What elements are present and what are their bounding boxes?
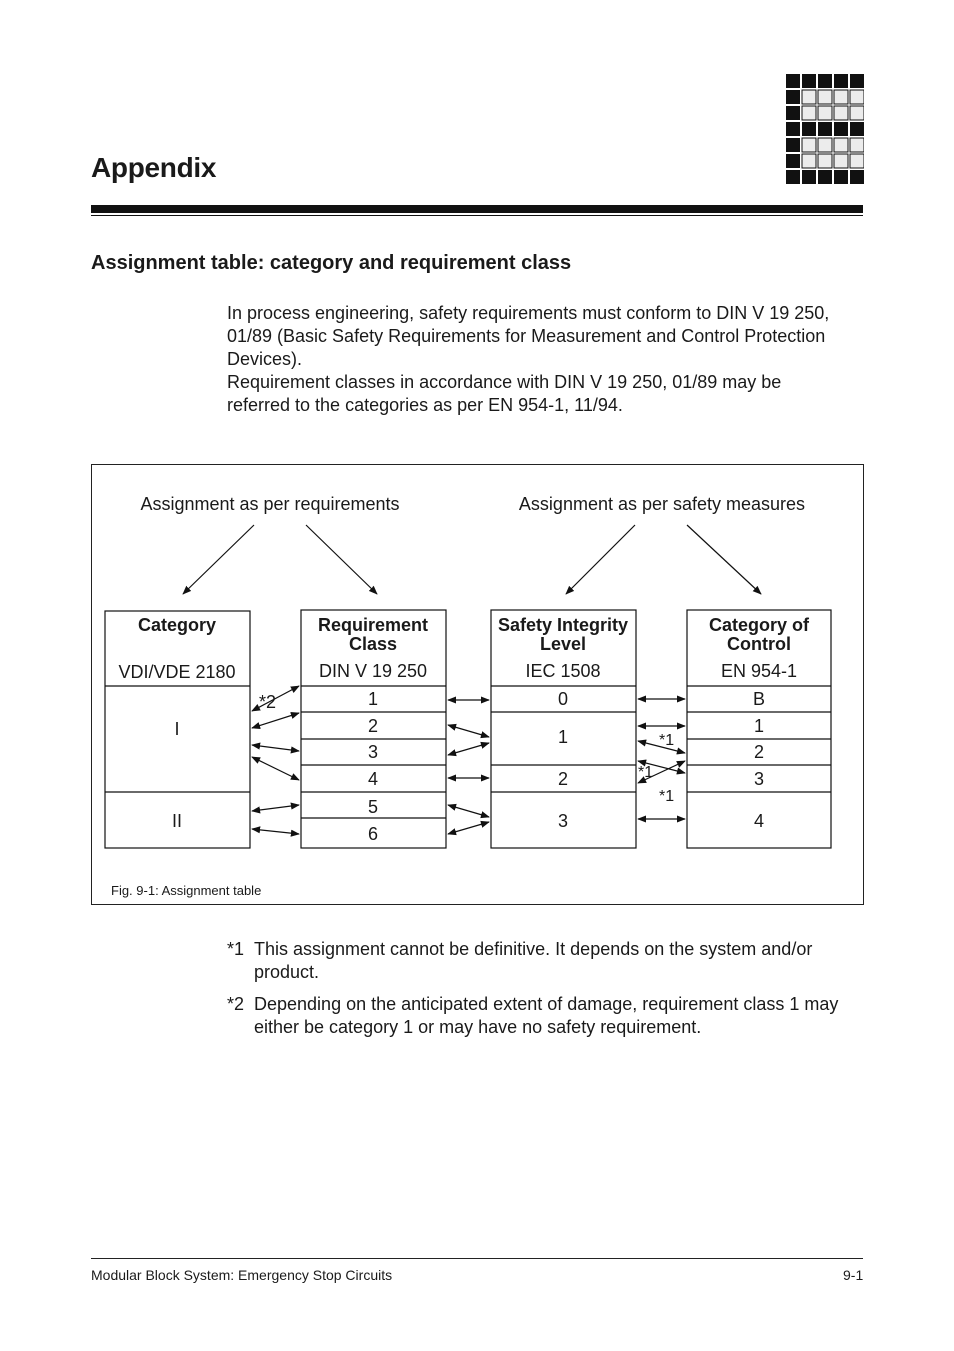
logo-square [818, 138, 832, 152]
safety-integrity-level-standard: IEC 1508 [525, 661, 601, 681]
requirement-class-cell: 4 [367, 769, 379, 789]
logo-square [786, 122, 800, 136]
requirement-class-cell: 6 [367, 824, 379, 844]
mapping-arrow [448, 725, 489, 737]
logo-square [802, 170, 816, 184]
mapping-arrow [448, 743, 489, 755]
logo-square [850, 106, 864, 120]
logo-square [850, 74, 864, 88]
logo-square [850, 90, 864, 104]
logo-square [818, 122, 832, 136]
requirement-class-cell: 1 [367, 689, 379, 709]
footnote-marker: *1 [638, 764, 654, 781]
group-label-requirements: Assignment as per requirements [140, 494, 400, 514]
mapping-arrow [252, 713, 299, 728]
logo-square [786, 106, 800, 120]
category-cell: II [171, 811, 183, 831]
logo-square [802, 138, 816, 152]
footnote-marker: *1 [659, 788, 675, 805]
category-of-control-standard: EN 954-1 [720, 661, 798, 681]
page-number: 9-1 [843, 1267, 864, 1283]
logo-square [802, 106, 816, 120]
logo-square [802, 74, 816, 88]
footnote-2 [227, 993, 867, 1039]
mapping-arrow [252, 745, 299, 751]
safety-integrity-level-title: Safety Integrity Level [497, 615, 629, 654]
safety-integrity-level-cell: 1 [557, 727, 569, 747]
footer-rule [91, 1258, 863, 1259]
mapping-arrow [448, 805, 489, 817]
footnote-marker: *1 [659, 732, 675, 749]
requirement-class-cell: 3 [367, 742, 379, 762]
page-title: Appendix [91, 152, 217, 183]
logo-square [834, 154, 848, 168]
logo-square [834, 170, 848, 184]
logo-square [834, 74, 848, 88]
mapping-arrow [252, 805, 299, 811]
mapping-arrow [252, 757, 299, 780]
logo-square [834, 138, 848, 152]
safety-integrity-level-cell: 0 [557, 689, 569, 709]
logo-square [786, 74, 800, 88]
logo-square [786, 154, 800, 168]
logo-square [818, 74, 832, 88]
diagonal-arrow [306, 525, 377, 594]
footnote-1 [227, 938, 867, 984]
logo-square [786, 138, 800, 152]
logo-square [802, 122, 816, 136]
footnote-mark: *1 [227, 939, 245, 959]
footnote-marker: *2 [259, 692, 277, 712]
category-of-control-cell: 3 [753, 769, 765, 789]
mapping-arrow [448, 822, 489, 834]
category-of-control-cell: 2 [753, 742, 765, 762]
logo-square [850, 170, 864, 184]
mapping-arrow [252, 829, 299, 834]
diagonal-arrow [566, 525, 635, 594]
diagonal-arrow [183, 525, 254, 594]
header-rule-thick [91, 205, 863, 213]
safety-integrity-level-cell: 3 [557, 811, 569, 831]
assignment-diagram [92, 465, 863, 904]
category-title: Category [137, 615, 217, 635]
group-label-safety-measures: Assignment as per safety measures [518, 494, 806, 514]
logo-square [786, 90, 800, 104]
logo-square [850, 154, 864, 168]
company-logo-icon [784, 73, 864, 185]
requirement-class-cell: 5 [367, 797, 379, 817]
category-of-control-cell: 1 [753, 716, 765, 736]
logo-square [850, 138, 864, 152]
section-heading: Assignment table: category and requirement class [91, 252, 572, 274]
category-cell: I [174, 719, 180, 739]
header-rule-thin [91, 215, 863, 216]
category-of-control-title: Category of Control [708, 615, 810, 654]
safety-integrity-level-cell: 2 [557, 769, 569, 789]
footer-document-title: Modular Block System: Emergency Stop Circuits [91, 1267, 393, 1283]
diagonal-arrow [687, 525, 761, 594]
requirement-class-title: Requirement Class [317, 615, 429, 654]
logo-square [786, 170, 800, 184]
footnote-text: Depending on the anticipated extent of damage, requirement class 1 may either be category 1 or may have no safety requirement. [254, 994, 839, 1038]
footnote-mark: *2 [227, 994, 245, 1014]
category-of-control-cell: B [752, 689, 766, 709]
category-of-control-cell: 4 [753, 811, 765, 831]
logo-square [818, 170, 832, 184]
logo-square [834, 106, 848, 120]
assignment-figure [91, 464, 864, 905]
logo-square [818, 90, 832, 104]
intro-paragraph-2: Requirement classes in accordance with DIN V 19 250, 01/89 may be referred to the categories as per EN 954-1, 11/94. [227, 372, 782, 416]
logo-square [802, 90, 816, 104]
logo-square [802, 154, 816, 168]
intro-paragraph-1: In process engineering, safety requirements must conform to DIN V 19 250, 01/89 (Basic Safety Requirements for Measurement and Control Protection Devices). [227, 303, 830, 370]
category-standard: VDI/VDE 2180 [118, 662, 236, 682]
logo-square [818, 106, 832, 120]
requirement-class-standard: DIN V 19 250 [318, 661, 428, 681]
requirement-class-cell: 2 [367, 716, 379, 736]
logo-square [818, 154, 832, 168]
logo-square [834, 122, 848, 136]
logo-square [850, 122, 864, 136]
logo-square [834, 90, 848, 104]
footnote-text: This assignment cannot be definitive. It depends on the system and/or product. [254, 939, 813, 983]
figure-caption: Fig. 9-1: Assignment table [111, 883, 262, 898]
